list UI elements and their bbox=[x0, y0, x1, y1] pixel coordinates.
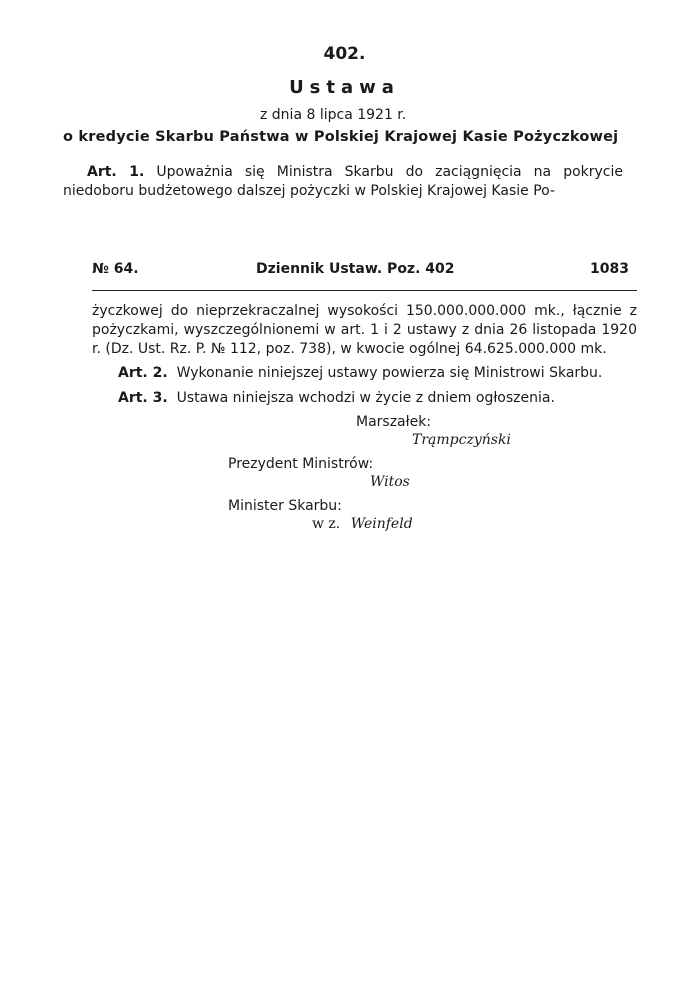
minister-label: Minister Skarbu: bbox=[228, 498, 342, 514]
minister-name: Weinfeld bbox=[350, 516, 413, 532]
act-subject: o kredycie Skarbu Państwa w Polskiej Krajowej Kasie Pożyczkowej bbox=[63, 129, 619, 145]
article-3-label: Art. 3. bbox=[118, 390, 168, 406]
article-1-label: Art. 1. bbox=[87, 164, 145, 180]
journal-title: Dziennik Ustaw. Poz. 402 bbox=[256, 261, 455, 277]
article-2 bbox=[118, 365, 602, 381]
minister-prefix: w z. bbox=[312, 516, 341, 532]
page-number: 1083 bbox=[590, 261, 629, 277]
premier-label: Prezydent Ministrów: bbox=[228, 456, 374, 472]
article-3-text: Ustawa niniejsza wchodzi w życie z dniem ogłoszenia. bbox=[176, 390, 555, 406]
article-1-continuation: życzkowej do nieprzekraczalnej wysokości 150.000.000.000 mk., łącznie z pożyczkami, wyszczególnionemi w art. 1 i 2 ustawy z dnia 26 listopada 1920 r. (Dz. Ust. Rz. P. № 112, poz. 738), w kwocie ogólnej 64.625.000.000 mk. bbox=[92, 303, 637, 357]
premier-name: Witos bbox=[370, 474, 410, 490]
act-date: z dnia 8 lipca 1921 r. bbox=[260, 107, 407, 123]
act-kind-heading: Ustawa bbox=[289, 77, 400, 98]
issue-number: № 64. bbox=[92, 261, 139, 277]
article-2-text: Wykonanie niniejszej ustawy powierza się Ministrowi Skarbu. bbox=[176, 365, 603, 381]
article-2-label: Art. 2. bbox=[118, 365, 168, 381]
article-3 bbox=[118, 390, 555, 406]
header-rule bbox=[92, 290, 637, 291]
minister-signature bbox=[312, 516, 413, 532]
act-number: 402. bbox=[323, 44, 366, 64]
article-1-first-part bbox=[63, 163, 623, 201]
marszalek-name: Trąmpczyński bbox=[412, 432, 511, 448]
article-1-text-start: Upoważnia się Ministra Skarbu do zaciągnięcia na pokrycie niedoboru budżetowego dalszej pożyczki w Polskiej Krajowej Kasie Po- bbox=[63, 164, 624, 199]
marszalek-label: Marszałek: bbox=[356, 414, 432, 430]
